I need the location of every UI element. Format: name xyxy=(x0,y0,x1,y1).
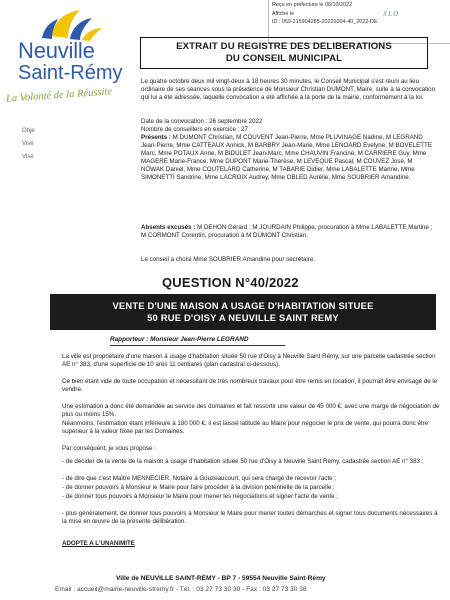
field-vise-2: Visé xyxy=(22,154,34,160)
stamp-affiche: Affiché le xyxy=(272,10,295,17)
body-p1: La ville est propriétaire d'une maison à usage d'habitation située 50 rue d'Oisy à Neuville Saint Rémy, sur une parcelle cadastrée section AE n° 383, d'une superficie de 10 ares 11 centiares (plan cadastral ci-dessous). xyxy=(62,353,436,368)
convocation-date: Date de la convocation : 26 septembre 2022 xyxy=(141,118,263,125)
intro-paragraph: Le quatre octobre deux mil vingt-deux à 18 heures 30 minutes, le Conseil Municipal s'est réuni au lieu ordinaire de ses séances sous la présidence de Monsieur Christian DUMONT, Maire, suite à la convocation qui lui a été adressée, laquelle convocation a été affichée à la porte de la mairie, conformément à la loi. xyxy=(141,78,436,101)
presents-label: Présents : xyxy=(141,134,171,141)
stamp-received: Reçu en préfecture le 06/10/2022 xyxy=(272,2,353,8)
conseillers-count: Nombre de conseillers en exercice : 27 xyxy=(141,126,248,133)
footer-contact: Email : accueil@mairie-neuville-stremy.fr - Tél. : 03 27 73 30 30 - Fax : 03 27 73 30 38 xyxy=(55,586,307,593)
title-line1: EXTRAIT DU REGISTRE DES DELIBERATIONS xyxy=(176,41,392,52)
stamp-mark: SLO xyxy=(383,10,400,18)
title-box xyxy=(140,37,428,69)
body-p4: Néanmoins, l'estimation étant inférieure à 180 000 €, il est laissé latitude au Maire pour négocier le prix de vente, qui pourra donc être supérieur à la valeur fixée par les Domaines. xyxy=(62,420,429,435)
field-vise-1: Visé xyxy=(22,141,34,147)
field-objet: Obje xyxy=(22,128,35,134)
presents-list: M DUMONT Christian, M COUVENT Jean-Pierre, Mme PLUVINAGE Nadine, M LEGRAND Jean-Pierre, Mme CATTEAUX Annick, M BARBRY Jean-Marie, Mme LENOARD Evelyne, M BOVELETTE Marc, Mme POTAUX Anne, M BIDULET Jean-Marc, Mme CHAUVIN Francine, M CARRIERE Guy, Mme MAGERE Marie-France, Mme DUPONT Marie-Thérèse, M LEVEQUE Pascal, M COUVEZ José, M NOWAK Daniel, Mme COUTELARD Catherine, M TABARIE Didier, Mme LABALETTE Marine, Mme SIMONETTI Sandrine, Mme LACROIX Audrey, Mme OBLED Aurélie, Mme SOUBRIER Amandine. xyxy=(141,134,432,181)
presents-block xyxy=(141,134,436,182)
absents-list: M DEHON Gérard : M JOURDAIN Philippe, procuration à Mme LABALETTE Martine ; M CORMONT Corentin, procuration à M DUMONT Christian. xyxy=(141,224,433,239)
question-title-bar xyxy=(50,294,436,330)
question-title-line2: 50 RUE D'OISY A NEUVILLE SAINT REMY xyxy=(147,312,339,323)
absents-block xyxy=(141,224,436,240)
body-item-2: - de dire que c'est Maître MENNECIER, Notaire à Gouzeaucourt, qui sera chargé de recevoir l'acte ; xyxy=(62,475,337,482)
question-title-line1: VENTE D'UNE MAISON A USAGE D'HABITATION SITUEE xyxy=(112,300,374,311)
question-number: QUESTION N°40/2022 xyxy=(162,275,299,290)
town-name-line2: Saint-Rémy xyxy=(18,62,123,84)
adoption-status: ADOPTE A L'UNANIMITE xyxy=(62,540,135,547)
body-item-1: - de décider de la vente de la maison à usage d'habitation située 50 rue d'Oisy à Neuville Saint Rémy, cadastrée section AE n° 383 ; xyxy=(62,458,424,465)
body-p3: Une estimation a donc été demandée au service des domaines et fait ressortir une valeur de 45 000 €, avec une marge de négociation de plus ou moins 15%. xyxy=(62,403,440,418)
town-slogan: La Volonté de la Réussite xyxy=(5,86,113,105)
body-item-5: - plus généralement, de donner tous pouvoirs à Monsieur le Maire pour mener toutes démarches et signer tous documents nécessaires à la mise en œuvre de la présente délibération. xyxy=(62,510,438,525)
rapporteur-underline xyxy=(110,345,285,346)
rapporteur: Rapporteur : Monsieur Jean-Pierre LEGRAND xyxy=(110,336,249,343)
body-item-4: - de donner tous pouvoirs à Monsieur le Maire pour mener les négociations et signer l'acte de vente ; xyxy=(62,493,338,500)
secretaire-line: Le conseil a choisi Mme SOUBRIER Amandine pour secrétaire. xyxy=(141,256,316,263)
body-item-3: - de donner pouvoirs à Monsieur le Maire pour faire procéder à la division potentielle de la parcelle ; xyxy=(62,484,335,491)
stamp-id: ID : 059-215904285-20221004-40_2022-DE xyxy=(272,19,378,26)
town-name-line1: Neuville xyxy=(18,38,95,63)
body-p5: Par conséquent, je vous propose : xyxy=(62,445,156,452)
body-p2: Ce bien étant vide de toute occupation et nécessitant de très nombreux travaux pour être remis en location, il pourrait être envisagé de le vendre. xyxy=(62,378,438,393)
title-line2: DU CONSEIL MUNICIPAL xyxy=(225,53,343,64)
absents-label: Absents excusés : xyxy=(141,224,196,231)
footer-address: Ville de NEUVILLE SAINT-RÉMY - BP 7 - 59554 Neuville Saint-Rémy xyxy=(116,575,326,582)
